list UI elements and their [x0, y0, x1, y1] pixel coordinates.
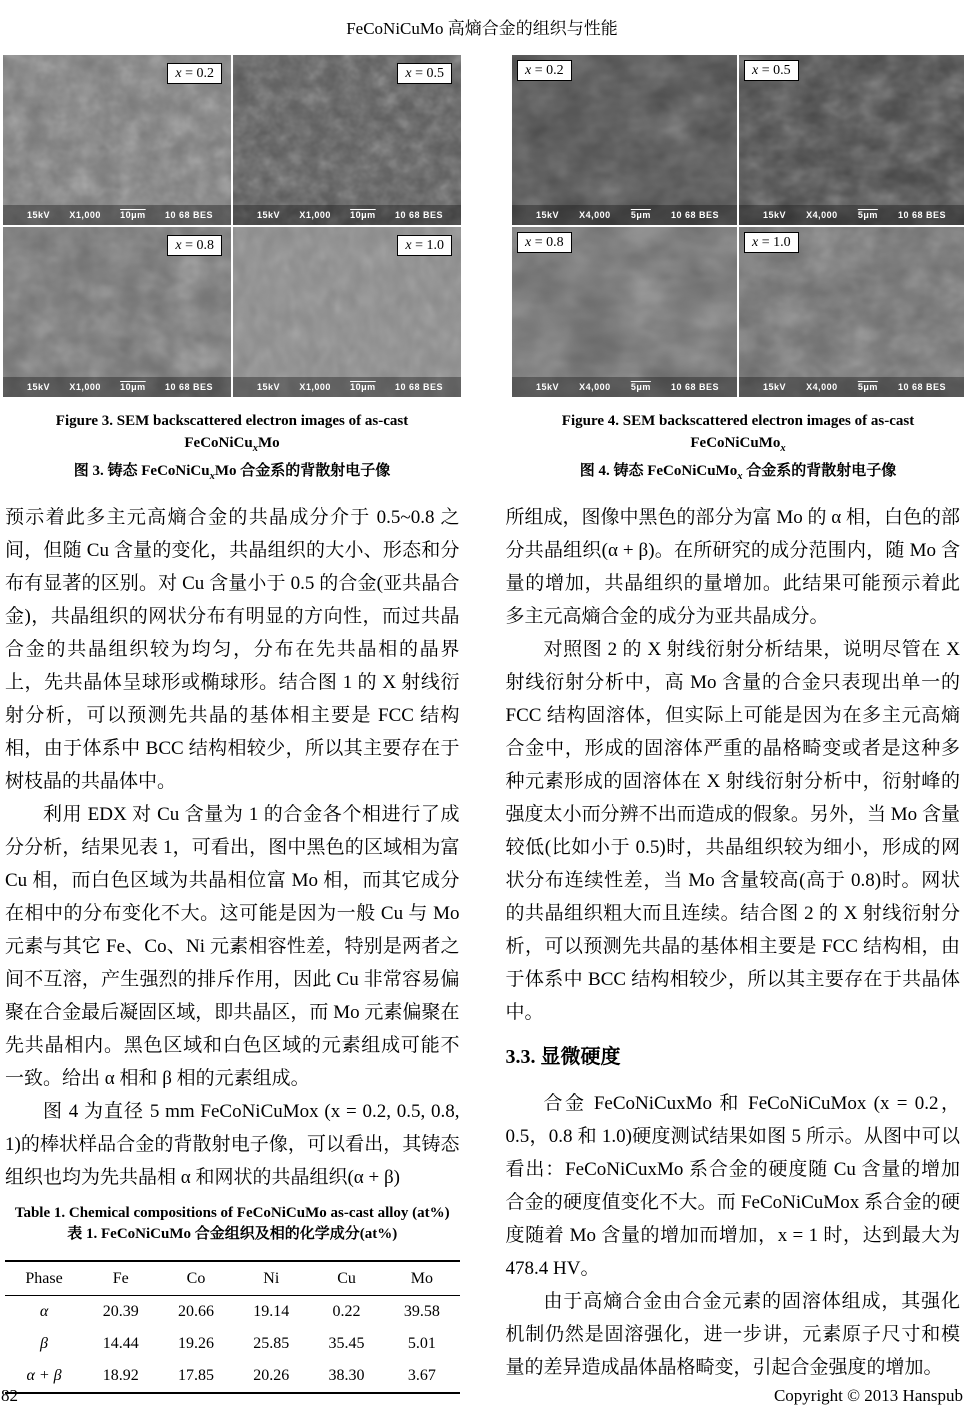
section-heading-3-3: 3.3. 显微硬度: [505, 1046, 621, 1068]
sem-scalebar: 10μm: [120, 382, 146, 392]
sem-info-bar: [512, 205, 737, 225]
sem-magnification: X1,000: [69, 382, 101, 392]
paragraph: 利用 EDX 对 Cu 含量为 1 的合金各个相进行了成分分析，结果见表 1，可看出，图中黑色的区域相为富 Cu 相，而白色区域为共晶相位富 Mo 相，而其它成分在相中的分布变化不大。这可能是因为一般 Cu 与 Mo 元素与其它 Fe、Co、Ni 元素相容性差，特别是两者之间不互溶，产生强烈的排斥作用，因此 Cu 非常容易偏聚在合金最后凝固区域，即共晶区，而 Mo 元素偏聚在先共晶相内。黑色区域和白色区域的元素组成可能不一致。给出 α 相和 β 相的元素组成。: [5, 804, 460, 1089]
sem-kv: 15kV: [257, 382, 281, 392]
paragraph: 合金 FeCoNiCuxMo 和 FeCoNiCuMox (x = 0.2，0.5，0.8 和 1.0)硬度测试结果如图 5 所示。从图中可以看出：FeCoNiCuxMo 系合金的硬度随 Cu 含量的增加合金的硬度值变化不大。而 FeCoNiCuMox 系合金的硬度随着 Mo 含量的增加而增加，x = 1 时，达到最大为 478.4 HV。: [505, 1093, 960, 1279]
table-cell: 20.66: [177, 1303, 214, 1320]
table1-title-en: Table 1. Chemical compositions of FeCoNiCuMo as-cast alloy (at%): [14, 1205, 450, 1221]
sem-magnification: X4,000: [806, 210, 838, 220]
sem-kv: 15kV: [536, 210, 560, 220]
sem-detector: 10 68 BES: [897, 210, 946, 220]
table-cell: 3.67: [407, 1367, 436, 1384]
sem-image-fig3-x0-8: [3, 227, 231, 397]
sem-label-x0-8: x = 0.8: [167, 235, 222, 256]
paragraph: 预示着此多主元高熵合金的共晶成分介于 0.5~0.8 之间，但随 Cu 含量的变化，共晶组织的大小、形态和分布有显著的区别。对 Cu 含量小于 0.5 的合金(亚共晶合金)，共晶组织的网状分布有明显的方向性，而过共晶合金的共晶组织较为均匀，分布在先共晶相的晶界上，先共晶体呈球形或椭球形。结合图 1 的 X 射线衍射分析，可以预测先共晶的基体相主要是 FCC 结构相，由于体系中 BCC 结构相较少，所以其主要存在于树枝晶的共晶体中。: [5, 507, 460, 792]
figure3-caption: [3, 410, 461, 488]
sem-image-fig3-x0-5: [233, 55, 461, 225]
sem-label-x0-5: x = 0.5: [397, 63, 452, 84]
figure3-sem-grid: [3, 55, 461, 397]
sem-label-x1-0: x = 1.0: [397, 235, 452, 256]
table1-title-zh: 表 1. FeCoNiCuMo 合金组织及相的化学成分(at%): [67, 1226, 398, 1242]
sem-scalebar: 5μm: [857, 382, 878, 392]
sem-magnification: X1,000: [299, 382, 331, 392]
table-cell: β: [40, 1335, 49, 1352]
figure3-caption-zh: 图 3. 铸态 FeCoNiCu$_x$Mo 合金系的背散射电子像: [73, 463, 391, 482]
sem-label-x0-5: x = 0.5: [744, 60, 799, 81]
table-cell: 20.39: [102, 1303, 139, 1320]
sem-kv: 15kV: [27, 210, 51, 220]
table-cell: 20.26: [253, 1367, 290, 1384]
column-header: Mo: [410, 1270, 433, 1287]
sem-image-fig3-x1-0: [233, 227, 461, 397]
right-column: [506, 501, 961, 1394]
figures-row: [0, 55, 964, 488]
sem-image-fig3-x0-2: [3, 55, 231, 225]
sem-magnification: X4,000: [806, 382, 838, 392]
column-header: Fe: [112, 1270, 129, 1287]
table-cell: α + β: [26, 1367, 62, 1384]
column-header: Co: [186, 1270, 206, 1287]
table-cell: 38.30: [328, 1367, 365, 1384]
table1-title: [5, 1203, 460, 1245]
paragraph: 对照图 2 的 X 射线衍射分析结果，说明尽管在 X 射线衍射分析中，高 Mo 含量的合金只表现出单一的 FCC 结构固溶体，但实际上可能是因为在多主元高熵合金中，形成的固溶体严重的晶格畸变或者是这种多种元素形成的固溶体在 X 射线衍射分析中，衍射峰的强度太小而分辨不出而造成的假象。另外，当 Mo 含量较低(比如小于 0.5)时，共晶组织较为细小，形成的网状分布连续性差，当 Mo 含量较高(高于 0.8)时。网状的共晶组织粗大而且连续。结合图 2 的 X 射线衍射分析，可以预测先共晶的基体相主要是 FCC 结构相，由于体系中 BCC 结构相较少，所以其主要存在于共晶体中。: [505, 639, 960, 1023]
sem-scalebar: 5μm: [857, 210, 878, 220]
copyright-text: Copyright © 2013 Hanspub: [773, 1386, 963, 1405]
sem-image-fig4-x0-5: [739, 55, 964, 225]
table-cell: 5.01: [407, 1335, 436, 1352]
table-cell: 35.45: [328, 1335, 365, 1352]
sem-image-fig4-x1-0: [739, 227, 964, 397]
sem-detector: 10 68 BES: [394, 210, 443, 220]
figure4-caption-en: Figure 4. SEM backscattered electron images of as-cast FeCoNiCuMo$_x$: [561, 413, 915, 454]
sem-detector: 10 68 BES: [670, 210, 719, 220]
page-number: 82: [1, 1386, 18, 1405]
sem-image-fig4-x0-2: [512, 55, 737, 225]
sem-image-fig4-x0-8: [512, 227, 737, 397]
sem-info-bar: [512, 377, 737, 397]
sem-kv: 15kV: [257, 210, 281, 220]
page-footer: [0, 1386, 964, 1406]
sem-info-bar: [739, 205, 964, 225]
table-row: [5, 1296, 460, 1329]
sem-kv: 15kV: [763, 210, 787, 220]
sem-detector: 10 68 BES: [164, 382, 213, 392]
sem-kv: 15kV: [536, 382, 560, 392]
sem-magnification: X4,000: [579, 210, 611, 220]
sem-scalebar: 10μm: [120, 210, 146, 220]
sem-label-x0-2: x = 0.2: [517, 60, 572, 81]
table-cell: 19.26: [177, 1335, 214, 1352]
figure4-caption: [512, 410, 964, 488]
paragraph: 图 4 为直径 5 mm FeCoNiCuMox (x = 0.2, 0.5, 0.8, 1)的棒状样品合金的背散射电子像，可以看出，其铸态组织也均为先共晶相 α 和网状的共晶组织(α + β): [5, 1101, 460, 1188]
figure4-caption-zh: 图 4. 铸态 FeCoNiCuMo$_x$ 合金系的背散射电子像: [579, 463, 897, 482]
sem-detector: 10 68 BES: [670, 382, 719, 392]
column-header: Phase: [25, 1270, 63, 1287]
paragraph: 所组成，图像中黑色的部分为富 Mo 的 α 相，白色的部分共晶组织(α + β)。在所研究的成分范围内，随 Mo 含量的增加，共晶组织的量增加。此结果可能预示着此多主元高熵合金的成分为亚共晶成分。: [505, 507, 960, 627]
left-column: [5, 501, 460, 1394]
table-cell: 19.14: [253, 1303, 290, 1320]
sem-detector: 10 68 BES: [394, 382, 443, 392]
table-cell: 18.92: [102, 1367, 139, 1384]
table-cell: α: [39, 1303, 49, 1320]
table1: [5, 1260, 460, 1394]
sem-info-bar: [739, 377, 964, 397]
sem-label-x0-8: x = 0.8: [517, 232, 572, 253]
sem-info-bar: [233, 377, 461, 397]
figure3-caption-en: Figure 3. SEM backscattered electron images of as-cast FeCoNiCu$_x$Mo: [55, 413, 409, 454]
sem-kv: 15kV: [763, 382, 787, 392]
sem-kv: 15kV: [27, 382, 51, 392]
sem-magnification: X1,000: [69, 210, 101, 220]
sem-magnification: X1,000: [299, 210, 331, 220]
table-cell: 39.58: [403, 1303, 440, 1320]
table-cell: 0.22: [332, 1303, 361, 1320]
sem-info-bar: [3, 205, 231, 225]
paragraph: 由于高熵合金由合金元素的固溶体组成，其强化机制仍然是固溶强化，进一步讲，元素原子尺寸和模量的差异造成晶体晶格畸变，引起合金强度的增加。: [505, 1291, 960, 1378]
sem-scalebar: 10μm: [350, 210, 376, 220]
sem-info-bar: [233, 205, 461, 225]
sem-detector: 10 68 BES: [897, 382, 946, 392]
column-header: Cu: [337, 1270, 356, 1287]
sem-label-x0-2: x = 0.2: [167, 63, 222, 84]
figure4-block: [512, 55, 964, 488]
table-cell: 14.44: [102, 1335, 139, 1352]
table-cell: 17.85: [177, 1367, 214, 1384]
table-row: [5, 1328, 460, 1360]
sem-scalebar: 5μm: [630, 382, 651, 392]
figure4-sem-grid: [512, 55, 964, 397]
column-header: Ni: [263, 1270, 280, 1287]
table-header-row: [5, 1261, 460, 1296]
sem-info-bar: [3, 377, 231, 397]
page-title: FeCoNiCuMo 高熵合金的组织与性能: [346, 19, 618, 38]
figure3-block: [3, 55, 461, 488]
body-text: [0, 501, 964, 1394]
sem-detector: 10 68 BES: [164, 210, 213, 220]
sem-scalebar: 5μm: [630, 210, 651, 220]
table-cell: 25.85: [253, 1335, 290, 1352]
sem-label-x1-0: x = 1.0: [744, 232, 799, 253]
sem-magnification: X4,000: [579, 382, 611, 392]
sem-scalebar: 10μm: [350, 382, 376, 392]
